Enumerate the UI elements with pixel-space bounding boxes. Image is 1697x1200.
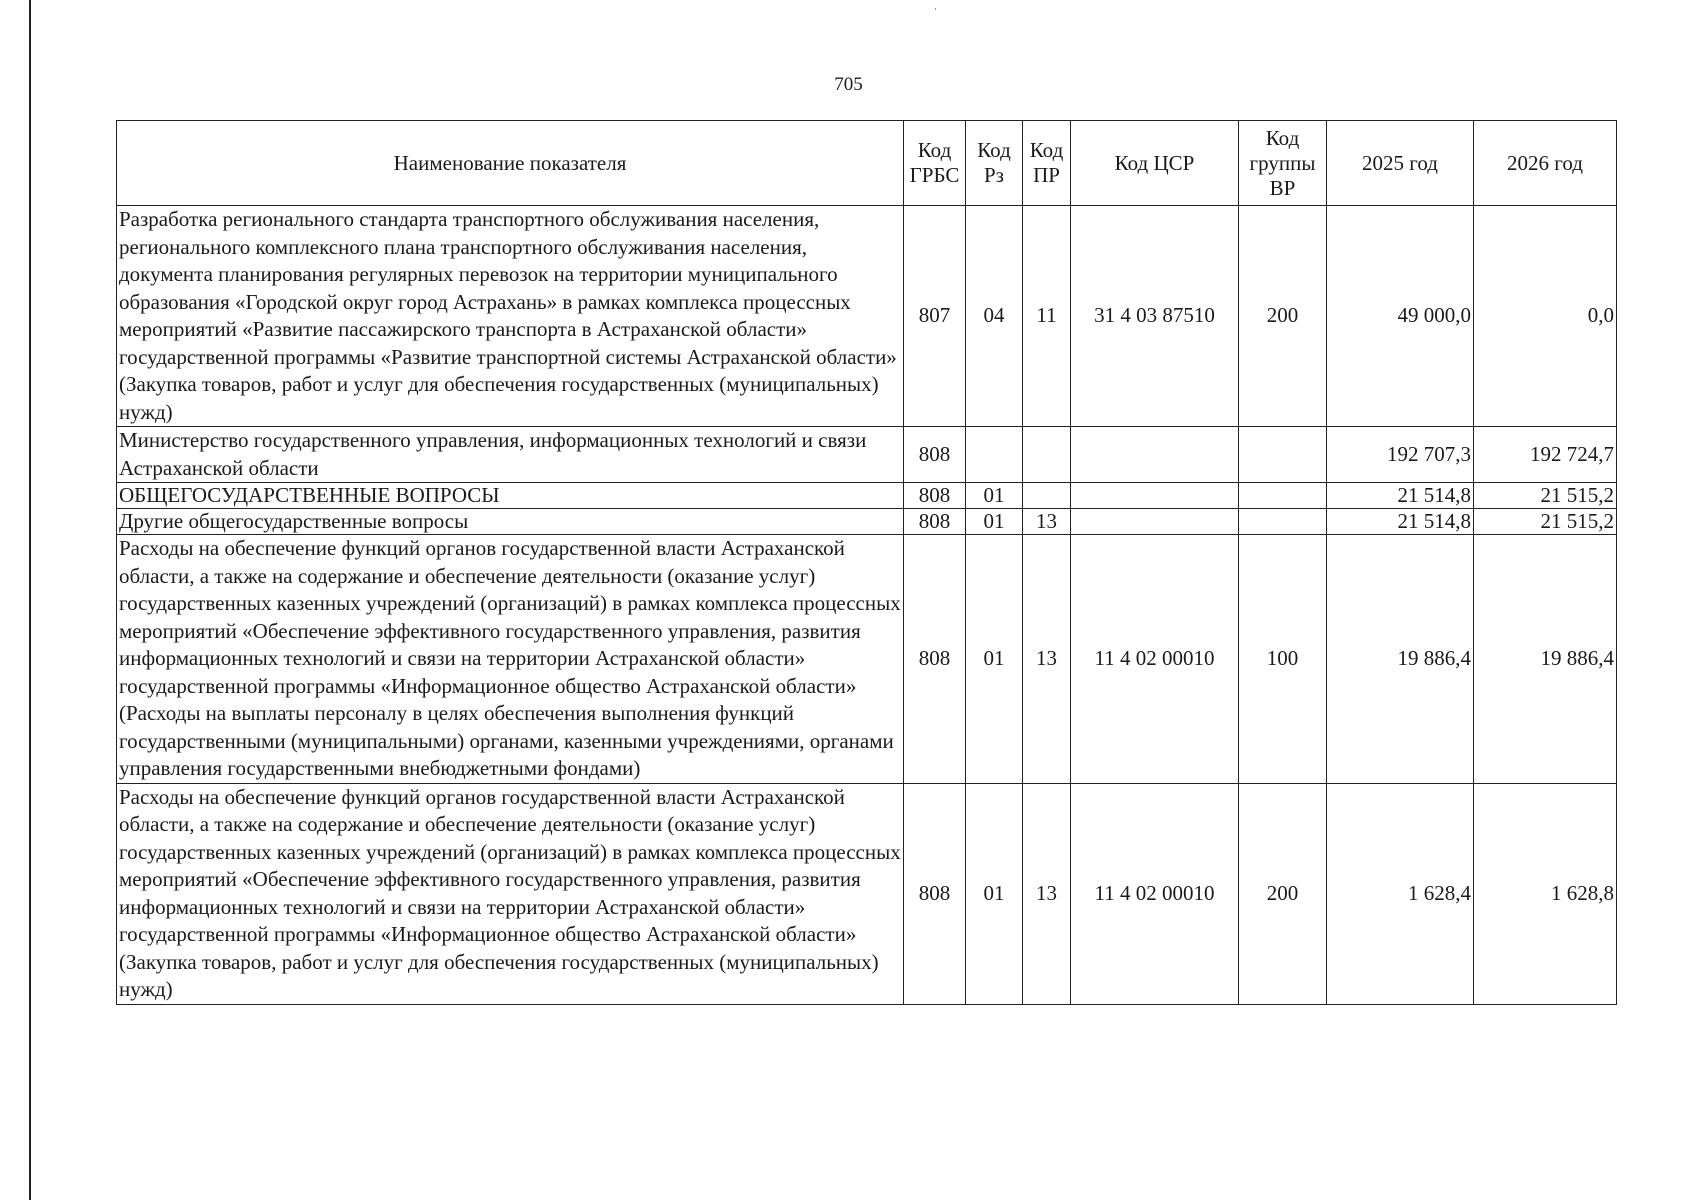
row-vr — [1239, 509, 1327, 535]
table-row — [117, 509, 1617, 535]
header-2026: 2026 год — [1474, 121, 1617, 206]
row-csr: 11 4 02 00010 — [1071, 783, 1239, 1004]
page-number: 705 — [834, 74, 863, 95]
row-grbs: 808 — [904, 427, 966, 483]
row-rz: 04 — [966, 206, 1023, 427]
table-row — [117, 535, 1617, 784]
row-csr: 11 4 02 00010 — [1071, 535, 1239, 784]
row-name: Министерство государственного управления, информационных технологий и связи Астраханской области — [117, 427, 904, 483]
row-2025: 21 514,8 — [1327, 483, 1474, 509]
row-name: Расходы на обеспечение функций органов государственной власти Астраханской области, а также на содержание и обеспечение деятельности (оказание услуг) государственных казенных учреждений (организаций) в рамках комплекса процессных мероприятий «Обеспечение эффективного государственного управления, развития информационных технологий и связи на территории Астраханской области» государственной программы «Информационное общество Астраханской области» (Расходы на выплаты персоналу в целях обеспечения выполнения функций государственными (муниципальными) органами, казенными учреждениями, органами управления государственными внебюджетными фондами) — [117, 535, 904, 784]
row-rz: 01 — [966, 509, 1023, 535]
row-name: Расходы на обеспечение функций органов государственной власти Астраханской области, а также на содержание и обеспечение деятельности (оказание услуг) государственных казенных учреждений (организаций) в рамках комплекса процессных мероприятий «Обеспечение эффективного государственного управления, развития информационных технологий и связи на территории Астраханской области» государственной программы «Информационное общество Астраханской области» (Закупка товаров, работ и услуг для обеспечения государственных (муниципальных) нужд) — [117, 783, 904, 1004]
row-csr — [1071, 509, 1239, 535]
row-grbs: 807 — [904, 206, 966, 427]
row-vr: 100 — [1239, 535, 1327, 784]
row-grbs: 808 — [904, 509, 966, 535]
row-pr: 11 — [1023, 206, 1071, 427]
row-2026: 19 886,4 — [1474, 535, 1617, 784]
row-csr — [1071, 483, 1239, 509]
table-row — [117, 427, 1617, 483]
row-rz: 01 — [966, 535, 1023, 784]
row-rz — [966, 427, 1023, 483]
row-vr — [1239, 483, 1327, 509]
row-2026: 0,0 — [1474, 206, 1617, 427]
row-csr — [1071, 427, 1239, 483]
header-2025: 2025 год — [1327, 121, 1474, 206]
header-rz: Код Рз — [966, 121, 1023, 206]
row-name: Другие общегосударственные вопросы — [117, 509, 904, 535]
row-2025: 192 707,3 — [1327, 427, 1474, 483]
budget-table — [116, 120, 1617, 1005]
row-pr: 13 — [1023, 535, 1071, 784]
row-rz: 01 — [966, 483, 1023, 509]
table-row — [117, 483, 1617, 509]
row-rz: 01 — [966, 783, 1023, 1004]
row-2025: 19 886,4 — [1327, 535, 1474, 784]
header-grbs: Код ГРБС — [904, 121, 966, 206]
row-vr — [1239, 427, 1327, 483]
row-vr: 200 — [1239, 206, 1327, 427]
row-2026: 21 515,2 — [1474, 483, 1617, 509]
row-2026: 21 515,2 — [1474, 509, 1617, 535]
header-name: Наименование показателя — [117, 121, 904, 206]
row-pr: 13 — [1023, 783, 1071, 1004]
row-name: ОБЩЕГОСУДАРСТВЕННЫЕ ВОПРОСЫ — [117, 483, 904, 509]
row-name: Разработка регионального стандарта транспортного обслуживания населения, регионального комплексного плана транспортного обслуживания населения, документа планирования регулярных перевозок на территории муниципального образования «Городской округ город Астрахань» в рамках комплекса процессных мероприятий «Развитие пассажирского транспорта в Астраханской области» государственной программы «Развитие транспортной системы Астраханской области» (Закупка товаров, работ и услуг для обеспечения государственных (муниципальных) нужд) — [117, 206, 904, 427]
binding-margin-line — [29, 0, 31, 1200]
row-grbs: 808 — [904, 783, 966, 1004]
header-vr: Код группы ВР — [1239, 121, 1327, 206]
row-grbs: 808 — [904, 483, 966, 509]
row-pr — [1023, 483, 1071, 509]
row-2026: 192 724,7 — [1474, 427, 1617, 483]
row-2025: 1 628,4 — [1327, 783, 1474, 1004]
row-2025: 21 514,8 — [1327, 509, 1474, 535]
row-pr: 13 — [1023, 509, 1071, 535]
header-pr: Код ПР — [1023, 121, 1071, 206]
table-row — [117, 206, 1617, 427]
row-grbs: 808 — [904, 535, 966, 784]
row-2025: 49 000,0 — [1327, 206, 1474, 427]
row-2026: 1 628,8 — [1474, 783, 1617, 1004]
table-row — [117, 783, 1617, 1004]
row-pr — [1023, 427, 1071, 483]
row-vr: 200 — [1239, 783, 1327, 1004]
table-header-row — [117, 121, 1617, 206]
header-csr: Код ЦСР — [1071, 121, 1239, 206]
row-csr: 31 4 03 87510 — [1071, 206, 1239, 427]
scan-mark — [935, 8, 936, 10]
